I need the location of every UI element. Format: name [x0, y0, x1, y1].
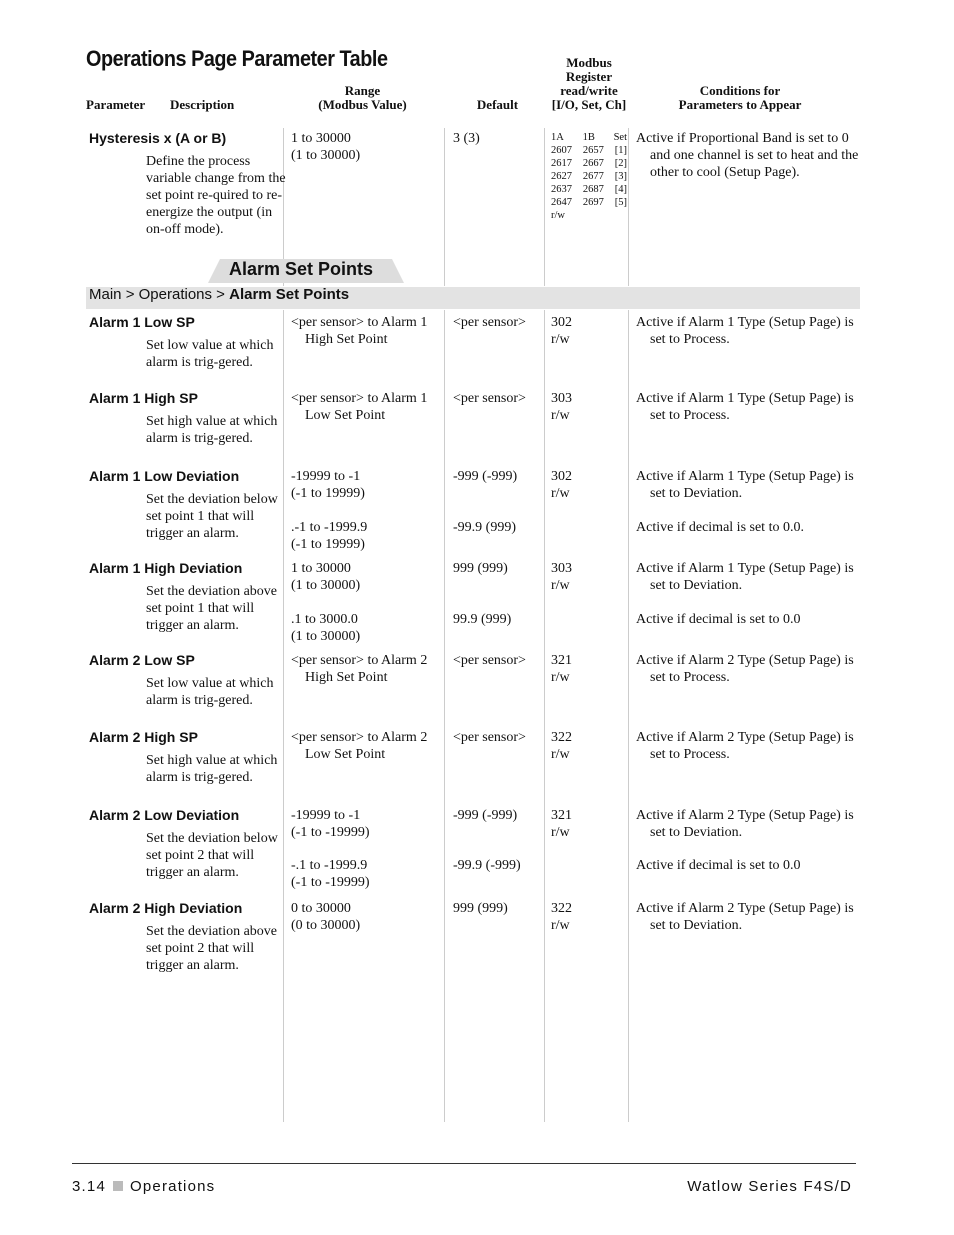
param-desc: Set low value at which alarm is trig-gered. [146, 338, 274, 370]
register-cell: 2617 [551, 158, 572, 169]
footer-rule [72, 1163, 856, 1164]
param-range [291, 900, 441, 934]
param-default: <per sensor> [453, 730, 526, 745]
param-range-decimal [291, 611, 441, 645]
register-grid-row [551, 170, 627, 183]
header-description: Description [170, 97, 235, 112]
register-col-set: Set [613, 132, 627, 143]
param-register [551, 390, 625, 424]
param-condition-decimal: Active if decimal is set to 0.0 [636, 858, 801, 873]
range-modbus-line: (1 to 30000) [291, 578, 361, 593]
param-default: 999 (999) [453, 901, 508, 916]
header-range-line2: (Modbus Value) [318, 97, 407, 112]
range-hysteresis [291, 130, 360, 164]
divider-line [544, 128, 545, 286]
param-condition: Active if Alarm 1 Type (Setup Page) is set to Deviation. [636, 469, 854, 501]
footer-section: Operations [130, 1178, 216, 1195]
header-range [290, 84, 435, 112]
header-modbus-line3: read/write [560, 83, 618, 98]
param-register [551, 900, 625, 934]
register-grid-hysteresis [551, 131, 627, 222]
divider-line [444, 128, 445, 286]
param-condition: Active if Alarm 2 Type (Setup Page) is set to Process. [636, 653, 854, 685]
param-desc: Set the deviation below set point 1 that will trigger an alarm. [146, 492, 278, 541]
register-number: 302 [551, 315, 572, 330]
header-modbus-line1: Modbus [566, 55, 612, 70]
param-condition-decimal: Active if decimal is set to 0.0. [636, 520, 804, 535]
range-line: -19999 to -1 [291, 808, 361, 823]
page-title: Operations Page Parameter Table [86, 46, 388, 71]
divider-line [628, 128, 629, 286]
param-default: <per sensor> [453, 653, 526, 668]
param-range-decimal [291, 857, 441, 891]
param-desc: Set low value at which alarm is trig-gered. [146, 676, 274, 708]
range-line: 1 to 30000 [291, 131, 351, 146]
param-name: Alarm 1 High SP [89, 390, 198, 406]
param-condition: Active if Alarm 1 Type (Setup Page) is set to Deviation. [636, 561, 854, 593]
range-line: 0 to 30000 [291, 901, 351, 916]
header-parameter: Parameter [86, 97, 146, 112]
register-cell: [2] [614, 158, 627, 169]
range-modbus-line: (-1 to 19999) [291, 486, 365, 501]
param-desc: Set the deviation above set point 2 that will trigger an alarm. [146, 924, 278, 973]
register-number: 303 [551, 561, 572, 576]
register-grid-row [551, 157, 627, 170]
param-name: Alarm 1 Low Deviation [89, 468, 240, 484]
param-range-decimal [291, 519, 441, 553]
footer-page-number: 3.14 [72, 1178, 106, 1195]
range-line: 1 to 30000 [291, 561, 351, 576]
param-name: Alarm 1 Low SP [89, 314, 195, 330]
param-name: Alarm 2 High SP [89, 729, 198, 745]
param-desc: Set high value at which alarm is trig-gered. [146, 753, 278, 785]
register-rw: r/w [551, 747, 570, 762]
register-col-1b: 1B [582, 132, 595, 143]
range-line: -.1 to -1999.9 [291, 858, 368, 873]
param-condition: Active if Alarm 2 Type (Setup Page) is set to Deviation. [636, 808, 854, 840]
param-range: <per sensor> to Alarm 1 Low Set Point [291, 391, 428, 423]
register-rw: r/w [551, 670, 570, 685]
register-cell: [4] [614, 184, 627, 195]
header-modbus-line2: Register [565, 69, 613, 84]
register-grid-row [551, 183, 627, 196]
divider-line [444, 310, 445, 1122]
param-range [291, 807, 441, 841]
param-condition: Active if Alarm 1 Type (Setup Page) is set to Process. [636, 391, 854, 423]
param-range: <per sensor> to Alarm 1 High Set Point [291, 315, 428, 347]
param-register [551, 560, 625, 594]
param-condition: Active if Alarm 2 Type (Setup Page) is set to Deviation. [636, 901, 854, 933]
param-desc-hysteresis: Define the process variable change from the set point re-quired to re-energize the output (in on-off mode). [146, 154, 286, 237]
register-grid-header [551, 131, 627, 144]
range-modbus-line: (-1 to 19999) [291, 537, 365, 552]
register-col-1a: 1A [551, 132, 564, 143]
range-modbus-line: (-1 to -19999) [291, 825, 370, 840]
register-cell: [1] [614, 145, 627, 156]
register-rw: r/w [551, 332, 570, 347]
register-cell: 2627 [551, 171, 572, 182]
footer-product: Watlow Series F4S/D [687, 1178, 852, 1195]
param-condition: Active if Alarm 2 Type (Setup Page) is set to Process. [636, 730, 854, 762]
divider-line [628, 310, 629, 1122]
param-default-decimal: 99.9 (999) [453, 612, 512, 627]
param-desc: Set the deviation above set point 1 that will trigger an alarm. [146, 584, 278, 633]
param-name: Alarm 2 Low SP [89, 652, 195, 668]
param-condition-decimal: Active if decimal is set to 0.0 [636, 612, 801, 627]
header-modbus-line4: [I/O, Set, Ch] [551, 97, 627, 112]
register-rw: r/w [551, 825, 570, 840]
breadcrumb-separator: > [216, 286, 225, 303]
param-range [291, 560, 441, 594]
condition-hysteresis: Active if Proportional Band is set to 0 and one channel is set to heat and the other to cool (Setup Page). [636, 131, 859, 180]
param-register [551, 468, 625, 502]
param-desc: Set the deviation below set point 2 that will trigger an alarm. [146, 831, 278, 880]
header-conditions-line1: Conditions for [699, 83, 781, 98]
register-cell: 2657 [582, 145, 604, 156]
param-default-decimal: -99.9 (999) [453, 520, 516, 535]
breadcrumb [89, 286, 349, 303]
header-conditions [636, 84, 844, 112]
param-default-decimal: -99.9 (-999) [453, 858, 521, 873]
register-number: 302 [551, 469, 572, 484]
param-default: -999 (-999) [453, 808, 518, 823]
header-default: Default [476, 97, 519, 112]
register-rw: r/w [551, 578, 570, 593]
param-name: Alarm 2 Low Deviation [89, 807, 240, 823]
range-modbus-line: (1 to 30000) [291, 629, 361, 644]
register-grid-row [551, 196, 627, 209]
breadcrumb-main: Main [89, 286, 122, 303]
param-name: Alarm 2 High Deviation [89, 900, 243, 916]
register-cell: 2667 [582, 158, 604, 169]
register-cell: 2637 [551, 184, 572, 195]
breadcrumb-current: Alarm Set Points [229, 286, 350, 303]
register-number: 322 [551, 901, 572, 916]
register-number: 321 [551, 808, 572, 823]
register-cell: [3] [614, 171, 627, 182]
param-name-hysteresis: Hysteresis x (A or B) [89, 130, 227, 146]
register-rw: r/w [551, 918, 570, 933]
register-grid-row [551, 144, 627, 157]
param-register [551, 807, 625, 841]
param-register [551, 729, 625, 763]
range-modbus-line: (1 to 30000) [291, 148, 361, 163]
breadcrumb-separator: > [125, 286, 135, 303]
register-rw: r/w [551, 408, 570, 423]
param-default: -999 (-999) [453, 469, 518, 484]
breadcrumb-operations: Operations [138, 286, 212, 303]
square-bullet-icon [113, 1181, 123, 1191]
register-cell: 2677 [582, 171, 604, 182]
register-number: 321 [551, 653, 572, 668]
range-line: .1 to 3000.0 [291, 612, 358, 627]
register-cell: 2687 [582, 184, 604, 195]
range-line: .-1 to -1999.9 [291, 520, 368, 535]
param-range [291, 468, 441, 502]
header-conditions-line2: Parameters to Appear [678, 97, 802, 112]
register-rw: r/w [551, 486, 570, 501]
section-tab-label: Alarm Set Points [229, 259, 374, 279]
range-line: -19999 to -1 [291, 469, 361, 484]
register-rw: r/w [551, 210, 565, 221]
param-default: <per sensor> [453, 315, 526, 330]
register-cell: 2697 [582, 197, 604, 208]
param-condition: Active if Alarm 1 Type (Setup Page) is set to Process. [636, 315, 854, 347]
register-cell: [5] [614, 197, 627, 208]
param-register [551, 314, 625, 348]
param-default: <per sensor> [453, 391, 526, 406]
header-range-line1: Range [344, 83, 381, 98]
divider-line [544, 310, 545, 1122]
param-register [551, 652, 625, 686]
register-number: 322 [551, 730, 572, 745]
param-default: 999 (999) [453, 561, 508, 576]
range-modbus-line: (0 to 30000) [291, 918, 361, 933]
param-range: <per sensor> to Alarm 2 Low Set Point [291, 730, 428, 762]
default-hysteresis: 3 (3) [453, 131, 480, 146]
header-modbus [546, 56, 632, 112]
register-number: 303 [551, 391, 572, 406]
param-name: Alarm 1 High Deviation [89, 560, 243, 576]
param-range: <per sensor> to Alarm 2 High Set Point [291, 653, 428, 685]
param-desc: Set high value at which alarm is trig-gered. [146, 414, 278, 446]
register-cell: 2607 [551, 145, 572, 156]
footer-left [72, 1178, 215, 1195]
register-cell: 2647 [551, 197, 572, 208]
range-modbus-line: (-1 to -19999) [291, 875, 370, 890]
